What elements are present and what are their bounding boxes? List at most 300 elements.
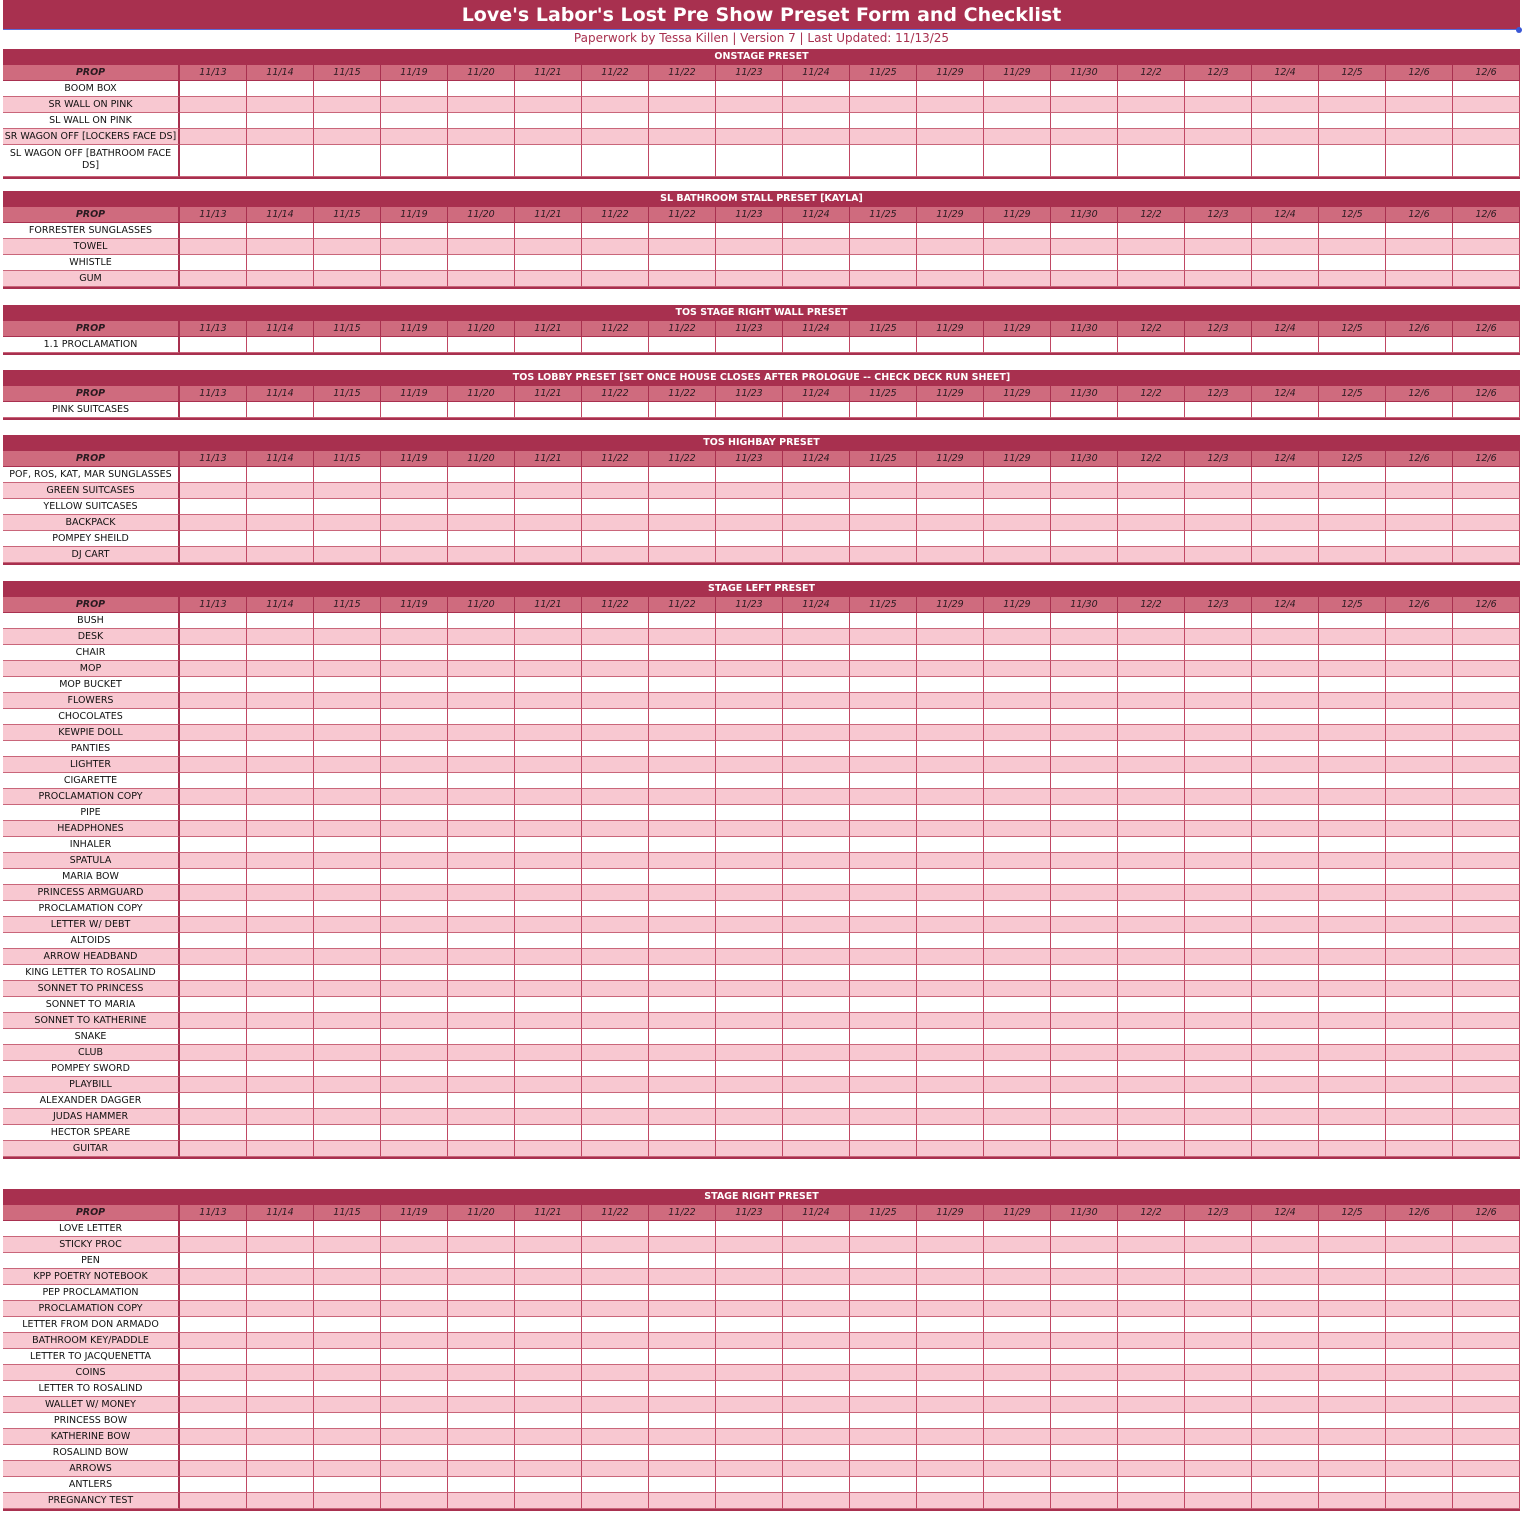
- check-cell[interactable]: [1319, 1029, 1386, 1045]
- check-cell[interactable]: [381, 757, 448, 773]
- check-cell[interactable]: [1319, 1013, 1386, 1029]
- check-cell[interactable]: [515, 483, 582, 499]
- check-cell[interactable]: [1118, 1349, 1185, 1365]
- check-cell[interactable]: [1319, 805, 1386, 821]
- check-cell[interactable]: [984, 725, 1051, 741]
- check-cell[interactable]: [716, 1029, 783, 1045]
- check-cell[interactable]: [448, 965, 515, 981]
- check-cell[interactable]: [917, 965, 984, 981]
- check-cell[interactable]: [180, 933, 247, 949]
- check-cell[interactable]: [1118, 1253, 1185, 1269]
- check-cell[interactable]: [917, 1413, 984, 1429]
- check-cell[interactable]: [1319, 1109, 1386, 1125]
- check-cell[interactable]: [649, 1093, 716, 1109]
- check-cell[interactable]: [1319, 223, 1386, 239]
- check-cell[interactable]: [1453, 271, 1520, 287]
- check-cell[interactable]: [984, 709, 1051, 725]
- check-cell[interactable]: [381, 1061, 448, 1077]
- check-cell[interactable]: [850, 693, 917, 709]
- check-cell[interactable]: [515, 113, 582, 129]
- check-cell[interactable]: [716, 885, 783, 901]
- check-cell[interactable]: [582, 1013, 649, 1029]
- check-cell[interactable]: [1453, 1109, 1520, 1125]
- check-cell[interactable]: [649, 1061, 716, 1077]
- check-cell[interactable]: [314, 1285, 381, 1301]
- check-cell[interactable]: [247, 145, 314, 177]
- prop-name-cell[interactable]: ANTLERS: [3, 1477, 180, 1493]
- check-cell[interactable]: [917, 255, 984, 271]
- check-cell[interactable]: [1185, 997, 1252, 1013]
- prop-name-cell[interactable]: HECTOR SPEARE: [3, 1125, 180, 1141]
- check-cell[interactable]: [1453, 1429, 1520, 1445]
- check-cell[interactable]: [1051, 613, 1118, 629]
- check-cell[interactable]: [850, 81, 917, 97]
- check-cell[interactable]: [1453, 757, 1520, 773]
- prop-name-cell[interactable]: SONNET TO KATHERINE: [3, 1013, 180, 1029]
- check-cell[interactable]: [1319, 239, 1386, 255]
- prop-name-cell[interactable]: CHAIR: [3, 645, 180, 661]
- check-cell[interactable]: [716, 645, 783, 661]
- check-cell[interactable]: [1051, 1237, 1118, 1253]
- check-cell[interactable]: [1453, 1333, 1520, 1349]
- check-cell[interactable]: [1319, 1413, 1386, 1429]
- check-cell[interactable]: [314, 531, 381, 547]
- check-cell[interactable]: [247, 853, 314, 869]
- check-cell[interactable]: [247, 725, 314, 741]
- check-cell[interactable]: [917, 113, 984, 129]
- check-cell[interactable]: [1118, 515, 1185, 531]
- check-cell[interactable]: [180, 805, 247, 821]
- check-cell[interactable]: [247, 1445, 314, 1461]
- check-cell[interactable]: [448, 531, 515, 547]
- check-cell[interactable]: [1252, 901, 1319, 917]
- check-cell[interactable]: [783, 869, 850, 885]
- check-cell[interactable]: [716, 629, 783, 645]
- check-cell[interactable]: [850, 965, 917, 981]
- check-cell[interactable]: [984, 337, 1051, 353]
- check-cell[interactable]: [984, 1013, 1051, 1029]
- check-cell[interactable]: [1319, 933, 1386, 949]
- check-cell[interactable]: [1051, 239, 1118, 255]
- check-cell[interactable]: [247, 1045, 314, 1061]
- check-cell[interactable]: [984, 515, 1051, 531]
- check-cell[interactable]: [850, 145, 917, 177]
- check-cell[interactable]: [649, 1493, 716, 1509]
- prop-name-cell[interactable]: INHALER: [3, 837, 180, 853]
- check-cell[interactable]: [582, 821, 649, 837]
- check-cell[interactable]: [1386, 1301, 1453, 1317]
- check-cell[interactable]: [515, 1461, 582, 1477]
- check-cell[interactable]: [247, 499, 314, 515]
- check-cell[interactable]: [850, 1045, 917, 1061]
- check-cell[interactable]: [1386, 773, 1453, 789]
- check-cell[interactable]: [1453, 255, 1520, 271]
- check-cell[interactable]: [917, 499, 984, 515]
- check-cell[interactable]: [984, 1045, 1051, 1061]
- check-cell[interactable]: [448, 1445, 515, 1461]
- check-cell[interactable]: [1386, 1317, 1453, 1333]
- check-cell[interactable]: [515, 709, 582, 725]
- check-cell[interactable]: [381, 1109, 448, 1125]
- check-cell[interactable]: [515, 933, 582, 949]
- check-cell[interactable]: [1386, 837, 1453, 853]
- check-cell[interactable]: [1386, 1269, 1453, 1285]
- check-cell[interactable]: [1118, 757, 1185, 773]
- check-cell[interactable]: [984, 757, 1051, 773]
- check-cell[interactable]: [850, 677, 917, 693]
- check-cell[interactable]: [448, 869, 515, 885]
- check-cell[interactable]: [1185, 1397, 1252, 1413]
- check-cell[interactable]: [783, 613, 850, 629]
- check-cell[interactable]: [381, 1013, 448, 1029]
- check-cell[interactable]: [850, 1013, 917, 1029]
- check-cell[interactable]: [783, 853, 850, 869]
- check-cell[interactable]: [515, 853, 582, 869]
- check-cell[interactable]: [582, 1093, 649, 1109]
- check-cell[interactable]: [1118, 499, 1185, 515]
- check-cell[interactable]: [783, 402, 850, 418]
- check-cell[interactable]: [1319, 821, 1386, 837]
- check-cell[interactable]: [314, 837, 381, 853]
- check-cell[interactable]: [649, 773, 716, 789]
- check-cell[interactable]: [917, 725, 984, 741]
- check-cell[interactable]: [1453, 515, 1520, 531]
- check-cell[interactable]: [1252, 1349, 1319, 1365]
- check-cell[interactable]: [381, 337, 448, 353]
- check-cell[interactable]: [1319, 613, 1386, 629]
- check-cell[interactable]: [247, 677, 314, 693]
- check-cell[interactable]: [1185, 1381, 1252, 1397]
- check-cell[interactable]: [582, 933, 649, 949]
- check-cell[interactable]: [984, 1029, 1051, 1045]
- check-cell[interactable]: [1051, 1477, 1118, 1493]
- check-cell[interactable]: [180, 402, 247, 418]
- check-cell[interactable]: [1118, 1125, 1185, 1141]
- check-cell[interactable]: [381, 223, 448, 239]
- check-cell[interactable]: [1319, 1397, 1386, 1413]
- check-cell[interactable]: [783, 885, 850, 901]
- check-cell[interactable]: [850, 805, 917, 821]
- check-cell[interactable]: [649, 1365, 716, 1381]
- check-cell[interactable]: [1319, 1493, 1386, 1509]
- prop-name-cell[interactable]: SPATULA: [3, 853, 180, 869]
- check-cell[interactable]: [1319, 271, 1386, 287]
- check-cell[interactable]: [917, 661, 984, 677]
- check-cell[interactable]: [716, 789, 783, 805]
- check-cell[interactable]: [515, 1221, 582, 1237]
- check-cell[interactable]: [1319, 1461, 1386, 1477]
- check-cell[interactable]: [515, 1109, 582, 1125]
- check-cell[interactable]: [1185, 1125, 1252, 1141]
- check-cell[interactable]: [1252, 1381, 1319, 1397]
- check-cell[interactable]: [314, 661, 381, 677]
- check-cell[interactable]: [1319, 467, 1386, 483]
- check-cell[interactable]: [1386, 725, 1453, 741]
- check-cell[interactable]: [716, 97, 783, 113]
- check-cell[interactable]: [649, 1269, 716, 1285]
- check-cell[interactable]: [1319, 741, 1386, 757]
- check-cell[interactable]: [1252, 981, 1319, 997]
- check-cell[interactable]: [1051, 709, 1118, 725]
- check-cell[interactable]: [381, 1045, 448, 1061]
- check-cell[interactable]: [1453, 1093, 1520, 1109]
- check-cell[interactable]: [582, 1029, 649, 1045]
- check-cell[interactable]: [314, 1333, 381, 1349]
- check-cell[interactable]: [850, 1301, 917, 1317]
- check-cell[interactable]: [180, 661, 247, 677]
- check-cell[interactable]: [984, 1301, 1051, 1317]
- check-cell[interactable]: [716, 1077, 783, 1093]
- check-cell[interactable]: [716, 1429, 783, 1445]
- check-cell[interactable]: [1252, 1285, 1319, 1301]
- check-cell[interactable]: [448, 901, 515, 917]
- check-cell[interactable]: [180, 853, 247, 869]
- check-cell[interactable]: [716, 1365, 783, 1381]
- check-cell[interactable]: [247, 1141, 314, 1157]
- check-cell[interactable]: [1185, 145, 1252, 177]
- check-cell[interactable]: [582, 885, 649, 901]
- check-cell[interactable]: [381, 81, 448, 97]
- check-cell[interactable]: [1185, 1221, 1252, 1237]
- check-cell[interactable]: [1453, 1365, 1520, 1381]
- check-cell[interactable]: [1118, 1093, 1185, 1109]
- check-cell[interactable]: [515, 1349, 582, 1365]
- check-cell[interactable]: [783, 821, 850, 837]
- check-cell[interactable]: [1252, 1093, 1319, 1109]
- check-cell[interactable]: [1252, 1141, 1319, 1157]
- check-cell[interactable]: [1386, 693, 1453, 709]
- check-cell[interactable]: [247, 467, 314, 483]
- check-cell[interactable]: [515, 1237, 582, 1253]
- check-cell[interactable]: [649, 885, 716, 901]
- prop-name-cell[interactable]: SR WAGON OFF [LOCKERS FACE DS]: [3, 129, 180, 145]
- check-cell[interactable]: [1118, 1109, 1185, 1125]
- check-cell[interactable]: [1386, 933, 1453, 949]
- check-cell[interactable]: [850, 113, 917, 129]
- check-cell[interactable]: [1386, 1413, 1453, 1429]
- check-cell[interactable]: [716, 129, 783, 145]
- check-cell[interactable]: [448, 741, 515, 757]
- check-cell[interactable]: [1118, 645, 1185, 661]
- check-cell[interactable]: [917, 1381, 984, 1397]
- check-cell[interactable]: [783, 661, 850, 677]
- check-cell[interactable]: [1118, 613, 1185, 629]
- check-cell[interactable]: [1319, 773, 1386, 789]
- check-cell[interactable]: [649, 1381, 716, 1397]
- check-cell[interactable]: [716, 1493, 783, 1509]
- check-cell[interactable]: [180, 271, 247, 287]
- check-cell[interactable]: [1185, 1301, 1252, 1317]
- check-cell[interactable]: [1252, 725, 1319, 741]
- check-cell[interactable]: [1453, 129, 1520, 145]
- check-cell[interactable]: [314, 821, 381, 837]
- check-cell[interactable]: [716, 515, 783, 531]
- check-cell[interactable]: [1386, 1461, 1453, 1477]
- check-cell[interactable]: [247, 1285, 314, 1301]
- check-cell[interactable]: [515, 757, 582, 773]
- check-cell[interactable]: [515, 129, 582, 145]
- check-cell[interactable]: [1453, 645, 1520, 661]
- check-cell[interactable]: [314, 1269, 381, 1285]
- check-cell[interactable]: [247, 997, 314, 1013]
- check-cell[interactable]: [582, 1429, 649, 1445]
- check-cell[interactable]: [649, 821, 716, 837]
- check-cell[interactable]: [1319, 1125, 1386, 1141]
- check-cell[interactable]: [1252, 337, 1319, 353]
- check-cell[interactable]: [247, 1333, 314, 1349]
- check-cell[interactable]: [1319, 1477, 1386, 1493]
- check-cell[interactable]: [1453, 661, 1520, 677]
- check-cell[interactable]: [314, 1221, 381, 1237]
- check-cell[interactable]: [649, 1285, 716, 1301]
- check-cell[interactable]: [515, 677, 582, 693]
- check-cell[interactable]: [582, 113, 649, 129]
- check-cell[interactable]: [1118, 1413, 1185, 1429]
- check-cell[interactable]: [1319, 1253, 1386, 1269]
- check-cell[interactable]: [917, 709, 984, 725]
- check-cell[interactable]: [314, 853, 381, 869]
- check-cell[interactable]: [1051, 483, 1118, 499]
- check-cell[interactable]: [649, 661, 716, 677]
- check-cell[interactable]: [716, 1397, 783, 1413]
- check-cell[interactable]: [783, 1093, 850, 1109]
- check-cell[interactable]: [381, 1269, 448, 1285]
- check-cell[interactable]: [1319, 1301, 1386, 1317]
- check-cell[interactable]: [917, 1349, 984, 1365]
- check-cell[interactable]: [180, 337, 247, 353]
- check-cell[interactable]: [1252, 1317, 1319, 1333]
- check-cell[interactable]: [1319, 547, 1386, 563]
- check-cell[interactable]: [247, 1029, 314, 1045]
- check-cell[interactable]: [448, 981, 515, 997]
- check-cell[interactable]: [1252, 1253, 1319, 1269]
- check-cell[interactable]: [917, 467, 984, 483]
- check-cell[interactable]: [1252, 965, 1319, 981]
- check-cell[interactable]: [850, 661, 917, 677]
- check-cell[interactable]: [850, 981, 917, 997]
- check-cell[interactable]: [180, 741, 247, 757]
- check-cell[interactable]: [1453, 1221, 1520, 1237]
- check-cell[interactable]: [582, 1285, 649, 1301]
- check-cell[interactable]: [448, 1477, 515, 1493]
- check-cell[interactable]: [649, 981, 716, 997]
- check-cell[interactable]: [716, 1269, 783, 1285]
- check-cell[interactable]: [314, 741, 381, 757]
- check-cell[interactable]: [180, 869, 247, 885]
- check-cell[interactable]: [649, 965, 716, 981]
- check-cell[interactable]: [1453, 81, 1520, 97]
- check-cell[interactable]: [649, 869, 716, 885]
- check-cell[interactable]: [448, 547, 515, 563]
- check-cell[interactable]: [1051, 725, 1118, 741]
- check-cell[interactable]: [850, 1141, 917, 1157]
- check-cell[interactable]: [716, 467, 783, 483]
- check-cell[interactable]: [1386, 255, 1453, 271]
- check-cell[interactable]: [984, 271, 1051, 287]
- check-cell[interactable]: [783, 725, 850, 741]
- check-cell[interactable]: [649, 271, 716, 287]
- check-cell[interactable]: [515, 1493, 582, 1509]
- check-cell[interactable]: [1252, 629, 1319, 645]
- check-cell[interactable]: [917, 805, 984, 821]
- check-cell[interactable]: [1453, 402, 1520, 418]
- check-cell[interactable]: [649, 677, 716, 693]
- check-cell[interactable]: [180, 821, 247, 837]
- check-cell[interactable]: [1252, 805, 1319, 821]
- check-cell[interactable]: [649, 1349, 716, 1365]
- check-cell[interactable]: [582, 613, 649, 629]
- check-cell[interactable]: [1185, 933, 1252, 949]
- check-cell[interactable]: [247, 97, 314, 113]
- check-cell[interactable]: [1319, 693, 1386, 709]
- check-cell[interactable]: [1453, 1077, 1520, 1093]
- check-cell[interactable]: [783, 1429, 850, 1445]
- check-cell[interactable]: [1453, 901, 1520, 917]
- prop-name-cell[interactable]: POMPEY SHEILD: [3, 531, 180, 547]
- check-cell[interactable]: [1051, 869, 1118, 885]
- check-cell[interactable]: [314, 1429, 381, 1445]
- check-cell[interactable]: [783, 901, 850, 917]
- check-cell[interactable]: [783, 1317, 850, 1333]
- check-cell[interactable]: [381, 531, 448, 547]
- check-cell[interactable]: [1185, 1141, 1252, 1157]
- check-cell[interactable]: [515, 1285, 582, 1301]
- check-cell[interactable]: [1453, 933, 1520, 949]
- check-cell[interactable]: [984, 223, 1051, 239]
- check-cell[interactable]: [1453, 949, 1520, 965]
- prop-name-cell[interactable]: SNAKE: [3, 1029, 180, 1045]
- check-cell[interactable]: [314, 1077, 381, 1093]
- check-cell[interactable]: [247, 1269, 314, 1285]
- check-cell[interactable]: [1319, 483, 1386, 499]
- check-cell[interactable]: [1386, 1349, 1453, 1365]
- check-cell[interactable]: [247, 402, 314, 418]
- check-cell[interactable]: [984, 853, 1051, 869]
- check-cell[interactable]: [1051, 1077, 1118, 1093]
- check-cell[interactable]: [1051, 1429, 1118, 1445]
- check-cell[interactable]: [1319, 1285, 1386, 1301]
- check-cell[interactable]: [180, 1093, 247, 1109]
- check-cell[interactable]: [448, 1301, 515, 1317]
- check-cell[interactable]: [1185, 129, 1252, 145]
- check-cell[interactable]: [1185, 853, 1252, 869]
- check-cell[interactable]: [247, 531, 314, 547]
- check-cell[interactable]: [381, 1317, 448, 1333]
- check-cell[interactable]: [582, 757, 649, 773]
- check-cell[interactable]: [850, 949, 917, 965]
- check-cell[interactable]: [1118, 113, 1185, 129]
- check-cell[interactable]: [448, 1365, 515, 1381]
- check-cell[interactable]: [247, 1365, 314, 1381]
- check-cell[interactable]: [1252, 1109, 1319, 1125]
- check-cell[interactable]: [917, 337, 984, 353]
- check-cell[interactable]: [1319, 1381, 1386, 1397]
- check-cell[interactable]: [1453, 1029, 1520, 1045]
- check-cell[interactable]: [1118, 789, 1185, 805]
- check-cell[interactable]: [515, 1077, 582, 1093]
- check-cell[interactable]: [917, 1269, 984, 1285]
- check-cell[interactable]: [649, 789, 716, 805]
- check-cell[interactable]: [1453, 1445, 1520, 1461]
- prop-name-cell[interactable]: KING LETTER TO ROSALIND: [3, 965, 180, 981]
- check-cell[interactable]: [1118, 997, 1185, 1013]
- prop-name-cell[interactable]: DJ CART: [3, 547, 180, 563]
- check-cell[interactable]: [582, 239, 649, 255]
- check-cell[interactable]: [649, 467, 716, 483]
- check-cell[interactable]: [649, 1077, 716, 1093]
- check-cell[interactable]: [314, 1253, 381, 1269]
- check-cell[interactable]: [1386, 515, 1453, 531]
